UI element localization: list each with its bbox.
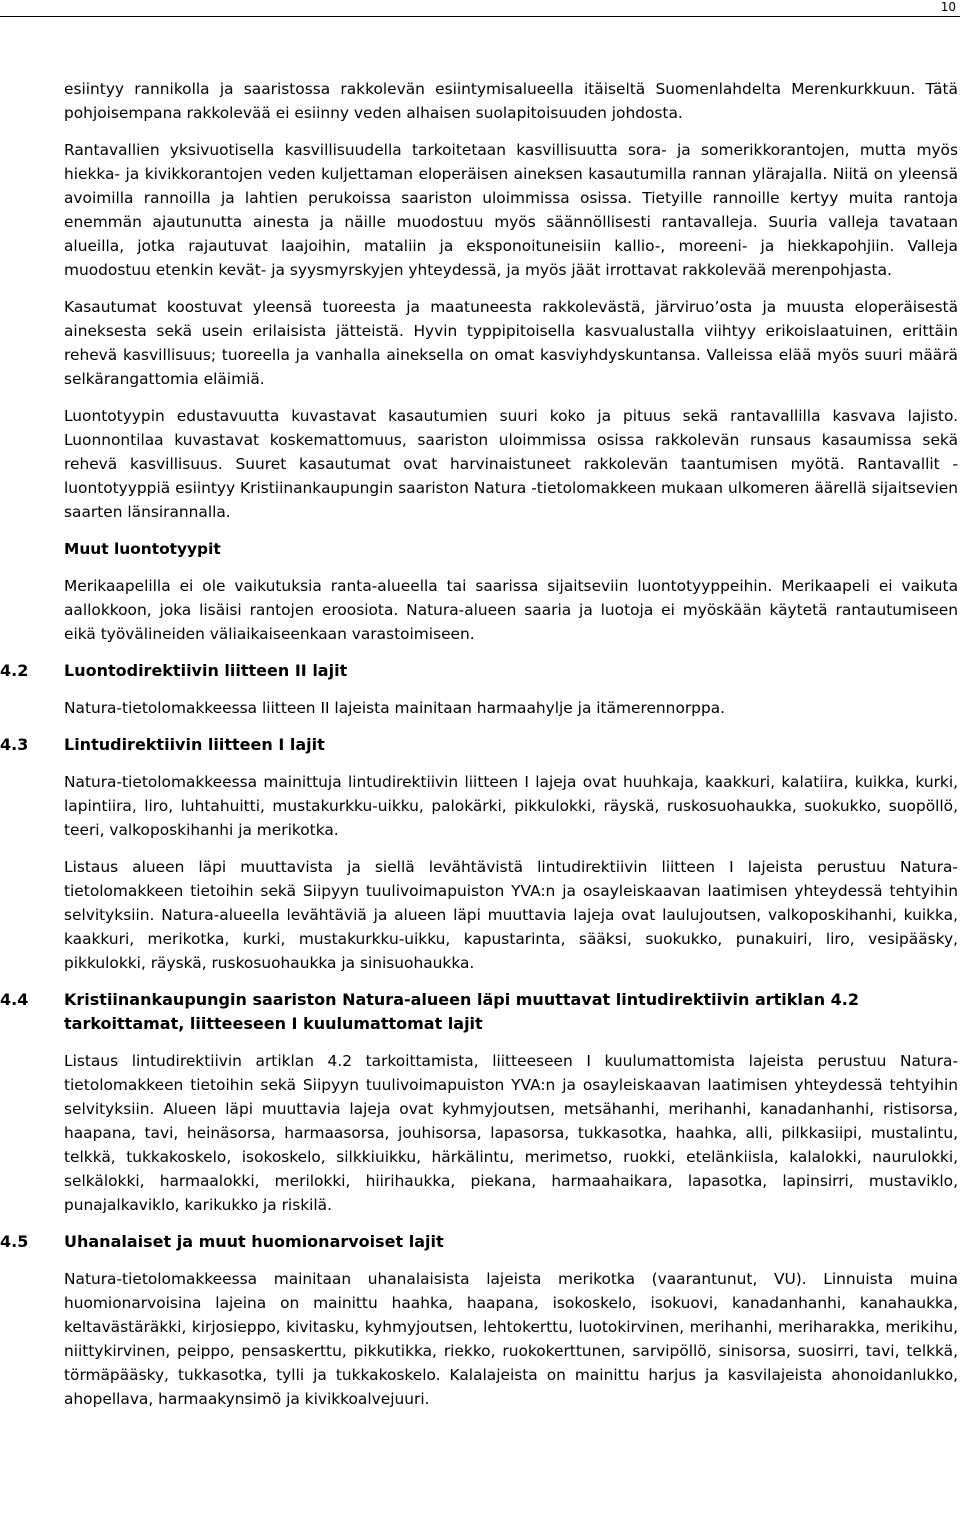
- section-number: 4.4: [0, 990, 29, 1009]
- section-title: Lintudirektiivin liitteen I lajit: [64, 735, 325, 754]
- paragraph: Kasautumat koostuvat yleensä tuoreesta ja maatuneesta rakkolevästä, järviruo’osta ja muusta eloperäisestä aineksesta sekä usein erilaisista jätteistä. Hyvin typpipitoisella kasvualustalla viihtyy erikoislaatuinen, erittäin rehevä kasvillisuus; tuoreella ja vanhalla aineksella on omat kasviyhdyskuntansa. Valleissa elää myös suuri määrä selkärangattomia eläimiä.: [64, 298, 958, 388]
- section-title: Uhanalaiset ja muut huomionarvoiset lajit: [64, 1232, 444, 1251]
- section-heading-4-3: [0, 733, 958, 757]
- paragraph: Luontotyypin edustavuutta kuvastavat kasautumien suuri koko ja pituus sekä rantavallilla kasvava lajisto. Luonnontilaa kuvastavat koskemattomuus, saariston uloimmissa osissa rakkolevän runsaus kasaumissa sekä rehevä kasvillisuus. Suuret kasautumat ovat harvinaistuneet rakkolevän taantumisen myötä. Rantavallit -luontotyyppiä esiintyy Kristiinankaupungin saariston Natura -tietolomakkeen mukaan ulkomeren äärellä sijaitsevien saarten länsirannalla.: [64, 407, 958, 521]
- paragraph: esiintyy rannikolla ja saaristossa rakkolevän esiintymisalueella itäiseltä Suomenlahdelta Merenkurkkuun. Tätä pohjoisempana rakkolevää ei esiinny veden alhaisen suolapitoisuuden johdosta.: [64, 80, 958, 122]
- document-body: [0, 77, 958, 1424]
- section-heading-4-4: [0, 988, 958, 1036]
- subheading-muut-luontotyypit: Muut luontotyypit: [64, 540, 221, 558]
- page-number: 10: [940, 0, 956, 14]
- paragraph: Listaus lintudirektiivin artiklan 4.2 tarkoittamista, liitteeseen I kuulumattomista lajeista perustuu Natura-tietolomakkeen tietoihin sekä Siipyyn tuulivoimapuiston YVA:n ja osayleiskaavan laatimisen yhteydessä tehtyihin selvityksiin. Alueen läpi muuttavia lajeja ovat kyhmyjoutsen, metsähanhi, merihanhi, kanadanhanhi, ristisorsa, haapana, tavi, heinäsorsa, harmaasorsa, jouhisorsa, lapasorsa, tukkasotka, haahka, alli, pilkkasiipi, mustalintu, telkkä, tukkakoskelo, isokoskelo, silkkiuikku, härkälintu, merimetso, ruokki, etelänkiisla, kalalokki, naurulokki, selkälokki, harmaalokki, merilokki, hiirihaukka, piekana, harmaahaikara, lapasotka, lapinsirri, mustaviklo, punajalkaviklo, karikukko ja riskilä.: [64, 1052, 958, 1214]
- paragraph: Rantavallien yksivuotisella kasvillisuudella tarkoitetaan kasvillisuutta sora- ja somerikkorantojen, mutta myös hiekka- ja kivikkorantojen veden kuljettaman eloperäisen aineksen kasautumilla rannan ylärajalla. Niitä on yleensä avoimilla rannoilla ja lahtien perukoissa saariston uloimmissa osissa. Tietyille rannoille kertyy muita rantoja enemmän ajautunutta ainesta ja näille muodostuu myös säännöllisesti rantavalleja. Suuria valleja tavataan alueilla, jotka rajautuvat laajoihin, mataliin ja eksponoituneisiin kallio-, moreeni- ja hiekkapohjiin. Valleja muodostuu etenkin kevät- ja syysmyrskyjen yhteydessä, ja myös jäät irrottavat rakkolevää merenpohjasta.: [64, 141, 958, 279]
- section-heading-4-2: [0, 659, 958, 683]
- section-title: Luontodirektiivin liitteen II lajit: [64, 661, 348, 680]
- section-number: 4.5: [0, 1232, 29, 1251]
- paragraph: Natura-tietolomakkeessa mainittuja lintudirektiivin liitteen I lajeja ovat huuhkaja, kaakkuri, kalatiira, kuikka, kurki, lapintiira, liro, luhtahuitti, mustakurkku-uikku, palokärki, pikkulokki, räyskä, ruskosuohaukka, suokukko, suopöllö, teeri, valkoposkihanhi ja merikotka.: [64, 773, 958, 839]
- header-rule: [0, 16, 960, 17]
- paragraph: Natura-tietolomakkeessa mainitaan uhanalaisista lajeista merikotka (vaarantunut, VU). Linnuista muina huomionarvoisina lajeina on mainittu haahka, haapana, isokoskelo, isokuovi, kanadanhanhi, kanahaukka, keltavästäräkki, kirjosieppo, kivitasku, kyhmyjoutsen, lehtokerttu, luotokirvinen, merihanhi, meriharakka, merikihu, niittykirvinen, peippo, pensaskerttu, pikkutikka, riekko, ruokokerttunen, sarvipöllö, sinisorsa, suosirri, tavi, telkkä, törmäpääsky, tukkasotka, tylli ja tukkakoskelo. Kalalajeista on mainittu harjus ja kasvilajeista ahonoidanlukko, ahopellava, harmaakynsimö ja kivikkoalvejuuri.: [64, 1270, 958, 1408]
- section-number: 4.2: [0, 661, 29, 680]
- section-heading-4-5: [0, 1230, 958, 1254]
- paragraph: Listaus alueen läpi muuttavista ja siellä levähtävistä lintudirektiivin liitteen I lajeista perustuu Natura-tietolomakkeen tietoihin sekä Siipyyn tuulivoimapuiston YVA:n ja osayleiskaavan laatimisen yhteydessä tehtyihin selvityksiin. Natura-alueella levähtäviä ja alueen läpi muuttavia lajeja ovat laulujoutsen, valkoposkihanhi, kuikka, kaakkuri, merikotka, kurki, mustakurkku-uikku, kapustarinta, sääksi, suokukko, punakuiri, liro, vesipääsky, pikkulokki, räyskä, ruskosuohaukka ja sinisuohaukka.: [64, 858, 958, 972]
- paragraph: Natura-tietolomakkeessa liitteen II lajeista mainitaan harmaahylje ja itämerennorppa.: [64, 699, 726, 717]
- paragraph: Merikaapelilla ei ole vaikutuksia ranta-alueella tai saarissa sijaitseviin luontotyyppeihin. Merikaapeli ei vaikuta aallokkoon, joka lisäisi rantojen eroosiota. Natura-alueen saaria ja luotoja ei myöskään käytetä rantautumiseen eikä työvälineiden väliaikaiseenkaan varastoimiseen.: [64, 577, 958, 643]
- section-number: 4.3: [0, 735, 29, 754]
- section-title: Kristiinankaupungin saariston Natura-alueen läpi muuttavat lintudirektiivin artiklan 4.2 tarkoittamat, liitteeseen I kuulumattomat lajit: [64, 990, 859, 1033]
